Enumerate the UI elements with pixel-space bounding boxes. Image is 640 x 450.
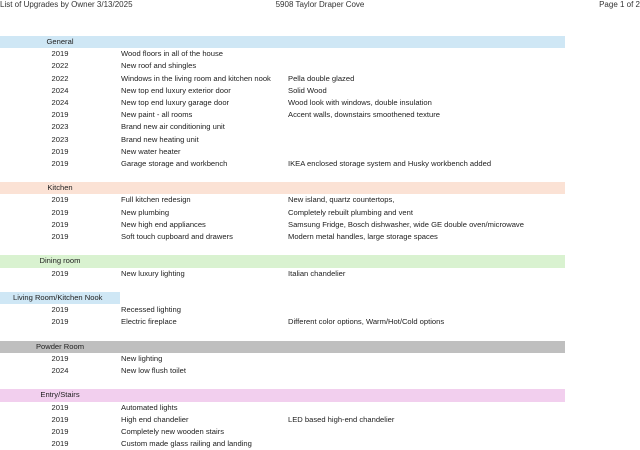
upgrade-year: 2024 — [51, 85, 69, 95]
section-kitchen — [0, 182, 640, 243]
table-row — [0, 402, 640, 414]
upgrade-details: Solid Wood — [288, 85, 327, 95]
section-header-fill — [120, 341, 565, 353]
upgrade-details: New island, quartz countertops, — [288, 195, 395, 205]
section-header — [0, 36, 565, 48]
section-title: Entry/Stairs — [40, 390, 80, 400]
upgrade-year: 2019 — [51, 49, 69, 59]
upgrade-description: Brand new air conditioning unit — [121, 122, 225, 132]
section-title: Kitchen — [47, 183, 73, 193]
table-row — [0, 60, 640, 72]
upgrade-description: New top end luxury exterior door — [121, 85, 231, 95]
upgrade-description: Full kitchen redesign — [121, 195, 191, 205]
table-row — [0, 219, 640, 231]
table-row — [0, 158, 640, 170]
section-header — [0, 182, 565, 194]
upgrade-year: 2019 — [51, 207, 69, 217]
upgrade-year: 2019 — [51, 232, 69, 241]
upgrade-year: 2019 — [51, 305, 69, 315]
upgrade-year: 2023 — [51, 134, 69, 144]
page-indicator: Page 1 of 2 — [599, 0, 640, 9]
upgrade-year: 2019 — [51, 439, 69, 449]
upgrade-description: New top end luxury garage door — [121, 97, 230, 107]
upgrade-year: 2019 — [51, 317, 69, 327]
upgrade-year: 2019 — [51, 158, 69, 168]
upgrade-details: Modern metal handles, large storage spaces — [288, 232, 438, 241]
section-general — [0, 36, 640, 170]
section-header-fill — [120, 292, 565, 304]
upgrade-description: New high end appliances — [121, 219, 206, 229]
section-header-fill — [120, 389, 565, 401]
section-powder-room — [0, 341, 640, 378]
upgrade-details: LED based high-end chandelier — [288, 414, 395, 424]
table-row — [0, 353, 640, 365]
upgrade-description: New low flush toilet — [121, 366, 186, 376]
upgrade-description: Completely new wooden stairs — [121, 427, 224, 436]
upgrade-description: Windows in the living room and kitchen nook — [121, 73, 271, 83]
upgrade-details: Different color options, Warm/Hot/Cold options — [288, 317, 445, 327]
upgrade-year: 2019 — [51, 402, 69, 412]
table-row — [0, 97, 640, 109]
upgrades-table — [0, 36, 640, 450]
section-entry-stairs — [0, 389, 640, 450]
table-row — [0, 304, 640, 316]
section-header — [0, 292, 565, 304]
upgrade-year: 2022 — [51, 73, 69, 83]
upgrade-details: Wood look with windows, double insulation — [288, 97, 432, 107]
table-row — [0, 426, 640, 438]
table-row — [0, 414, 640, 426]
upgrade-year: 2019 — [51, 110, 69, 120]
section-header-fill — [120, 36, 565, 48]
section-dining-room — [0, 255, 640, 279]
upgrade-year: 2019 — [51, 219, 69, 229]
upgrade-details: IKEA enclosed storage system and Husky workbench added — [288, 158, 492, 168]
section-header-fill — [120, 182, 565, 194]
upgrade-description: Wood floors in all of the house — [121, 49, 224, 59]
upgrade-description: New plumbing — [121, 207, 170, 217]
section-header-fill — [120, 255, 565, 267]
section-title: Dining room — [39, 256, 81, 266]
upgrade-description: New lighting — [121, 353, 163, 363]
table-row — [0, 316, 640, 328]
upgrade-description: Brand new heating unit — [121, 134, 199, 144]
section-living-room-kitchen-nook — [0, 292, 640, 329]
table-row — [0, 85, 640, 97]
upgrade-details: Pella double glazed — [288, 73, 355, 83]
upgrade-description: Recessed lighting — [121, 305, 181, 315]
upgrade-description: Custom made glass railing and landing — [121, 439, 252, 449]
section-header — [0, 341, 565, 353]
upgrade-year: 2022 — [51, 61, 69, 71]
upgrade-year: 2019 — [51, 414, 69, 424]
upgrade-description: New roof and shingles — [121, 61, 197, 71]
section-title: General — [46, 37, 74, 46]
table-row — [0, 121, 640, 133]
upgrade-description: Electric fireplace — [121, 317, 177, 327]
upgrade-description: New luxury lighting — [121, 268, 185, 278]
upgrade-year: 2019 — [51, 268, 69, 278]
table-row — [0, 109, 640, 121]
upgrade-description: New water heater — [121, 146, 181, 156]
upgrade-description: Garage storage and workbench — [121, 158, 228, 168]
table-row — [0, 231, 640, 243]
upgrade-details: Italian chandelier — [288, 268, 346, 278]
upgrade-year: 2024 — [51, 366, 69, 376]
upgrade-year: 2019 — [51, 146, 69, 156]
upgrade-details: Accent walls, downstairs smoothened texture — [288, 110, 440, 120]
table-row — [0, 48, 640, 60]
table-row — [0, 194, 640, 206]
table-row — [0, 146, 640, 158]
document-title: List of Upgrades by Owner 3/13/2025 — [0, 0, 133, 9]
table-row — [0, 73, 640, 85]
upgrade-year: 2019 — [51, 353, 69, 363]
section-header — [0, 255, 565, 267]
table-row — [0, 365, 640, 377]
upgrade-year: 2024 — [51, 97, 69, 107]
property-address: 5908 Taylor Draper Cove — [275, 0, 365, 9]
upgrade-description: High end chandelier — [121, 414, 189, 424]
table-row — [0, 268, 640, 280]
upgrade-year: 2019 — [51, 427, 69, 436]
section-title: Powder Room — [35, 341, 85, 351]
upgrade-details: Samsung Fridge, Bosch dishwasher, wide GE double oven/microwave — [288, 219, 524, 229]
upgrade-details: Completely rebuilt plumbing and vent — [288, 207, 413, 217]
upgrade-description: New paint - all rooms — [121, 110, 193, 120]
table-row — [0, 207, 640, 219]
section-title: Living Room/Kitchen Nook — [13, 292, 103, 302]
table-row — [0, 438, 640, 450]
upgrade-year: 2019 — [51, 195, 69, 205]
upgrade-description: Soft touch cupboard and drawers — [121, 232, 233, 241]
section-header — [0, 389, 565, 401]
upgrade-year: 2023 — [51, 122, 69, 132]
table-row — [0, 134, 640, 146]
upgrade-description: Automated lights — [121, 402, 178, 412]
